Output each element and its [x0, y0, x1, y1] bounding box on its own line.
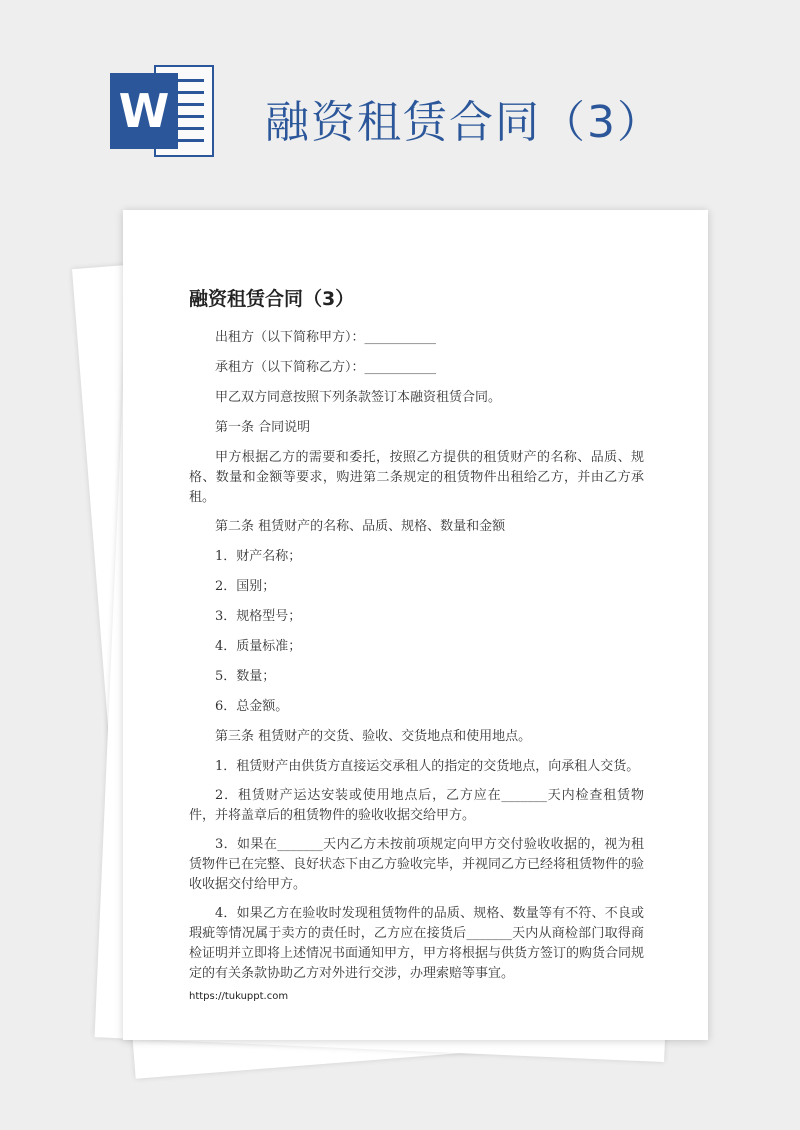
article-1-text: 甲方根据乙方的需要和委托，按照乙方提供的租赁财产的名称、品质、规格、数量和金额等要求，购进第二条规定的租赁物件出租给乙方，并由乙方承租。	[189, 450, 644, 505]
list-item: 5．数量；	[215, 669, 276, 684]
list-item: 3．规格型号；	[215, 609, 302, 624]
agreement-intro: 甲乙双方同意按照下列条款签订本融资租赁合同。	[215, 390, 502, 405]
document-title: 融资租赁合同（3）	[189, 288, 355, 310]
party-a-line: 出租方（以下简称甲方）：___________	[215, 330, 437, 345]
list-item: 2．国别；	[215, 579, 276, 594]
article-2-heading: 第二条 租赁财产的名称、品质、规格、数量和金额	[215, 519, 506, 534]
word-badge: W	[110, 73, 178, 149]
clause-paragraph: 4．如果乙方在验收时发现租赁物件的品质、规格、数量等有不符、不良或瑕疵等情况属于卖方的责任时，乙方应在接货后_______天内从商检部门取得商检证明并立即将上述情况书面通知甲方，甲方将根据与供货方签订的购货合同规定的有关条款协助乙方对外进行交涉，办理索赔等事宜。	[189, 906, 645, 981]
article-1-heading: 第一条 合同说明	[215, 420, 311, 435]
clause-paragraph: 1．租赁财产由供货方直接运交承租人的指定的交货地点，向承租人交货。	[215, 759, 640, 774]
footer-url: https://tukuppt.com	[189, 991, 289, 1002]
list-item: 4．质量标准；	[215, 639, 302, 654]
document-body	[189, 328, 644, 993]
party-b-line: 承租方（以下简称乙方）：___________	[215, 360, 437, 375]
clause-paragraph: 3．如果在_______天内乙方未按前项规定向甲方交付验收收据的，视为租赁物件已在完整、良好状态下由乙方验收完毕，并视同乙方已经将租赁物件的验收收据交付给甲方。	[189, 837, 645, 892]
list-item: 6．总金额。	[215, 699, 289, 714]
header-title: 融资租赁合同（3）	[265, 97, 663, 148]
header-banner	[0, 0, 800, 200]
list-item: 1．财产名称；	[215, 549, 302, 564]
article-3-heading: 第三条 租赁财产的交货、验收、交货地点和使用地点。	[215, 729, 532, 744]
clause-paragraph: 2．租赁财产运达安装或使用地点后，乙方应在_______天内检查租赁物件，并将盖章后的租赁物件的验收收据交给甲方。	[189, 788, 644, 823]
document-page	[123, 210, 708, 1040]
word-icon	[110, 65, 214, 157]
